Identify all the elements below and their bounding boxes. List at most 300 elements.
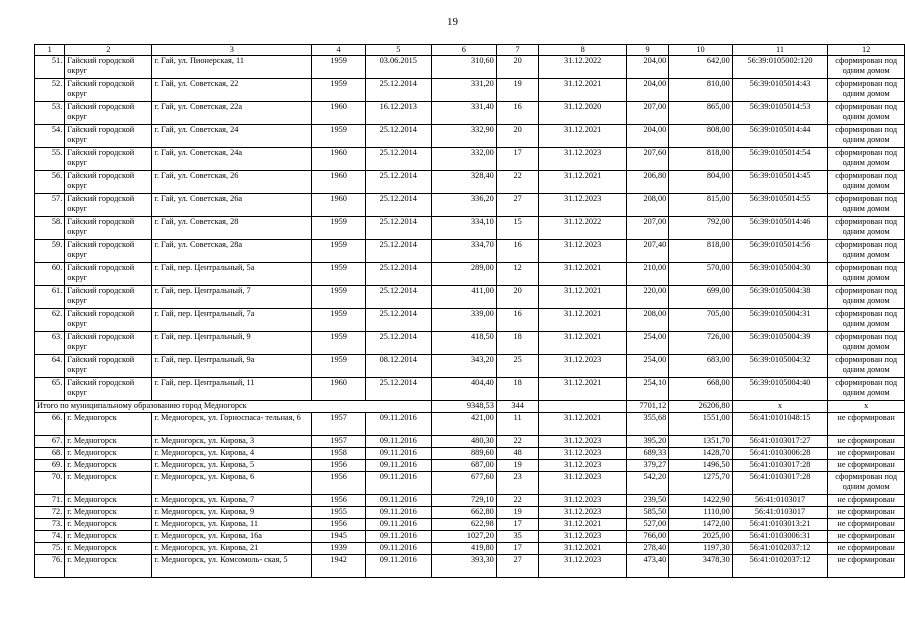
inclusion-date: 09.11.2016 xyxy=(365,495,431,507)
total-area: 339,00 xyxy=(431,309,496,332)
inclusion-date: 09.11.2016 xyxy=(365,460,431,472)
residents-count: 16 xyxy=(496,102,539,125)
inclusion-date: 25.12.2014 xyxy=(365,194,431,217)
total-area: 9348,53 xyxy=(431,401,496,413)
column-header: 9 xyxy=(626,45,668,56)
residents-count: 12 xyxy=(496,263,539,286)
value-col-9: 585,50 xyxy=(626,507,668,519)
value-col-10: 570,00 xyxy=(669,263,732,286)
land-plot-status: сформирован под одним домом xyxy=(828,355,905,378)
planned-term: 31.12.2021 xyxy=(539,378,626,401)
land-plot-status: сформирован под одним домом xyxy=(828,171,905,194)
planned-term: 31.12.2023 xyxy=(539,495,626,507)
row-number: 56. xyxy=(35,171,65,194)
build-year: 1957 xyxy=(312,413,365,436)
inclusion-date: 25.12.2014 xyxy=(365,125,431,148)
residents-count: 20 xyxy=(496,56,539,79)
municipality: г. Медногорск xyxy=(65,448,152,460)
row-number: 59. xyxy=(35,240,65,263)
municipality: г. Медногорск xyxy=(65,555,152,578)
municipality: Гайский городской округ xyxy=(65,148,152,171)
cadastral-number: 56:41:0103017 xyxy=(732,507,828,519)
residents-count: 17 xyxy=(496,543,539,555)
planned-term: 31.12.2021 xyxy=(539,309,626,332)
land-plot-status: не сформирован xyxy=(828,507,905,519)
column-header: 12 xyxy=(828,45,905,56)
planned-term: 31.12.2023 xyxy=(539,460,626,472)
cadastral-number: 56:39:0105004:32 xyxy=(732,355,828,378)
address: г. Медногорск, ул. Кирова, 4 xyxy=(152,448,312,460)
total-area: 393,30 xyxy=(431,555,496,578)
column-header: 3 xyxy=(152,45,312,56)
planned-term: 31.12.2023 xyxy=(539,436,626,448)
build-year: 1957 xyxy=(312,436,365,448)
inclusion-date: 25.12.2014 xyxy=(365,309,431,332)
value-col-10: 1472,00 xyxy=(669,519,732,531)
column-header: 6 xyxy=(431,45,496,56)
inclusion-date: 25.12.2014 xyxy=(365,286,431,309)
address: г. Медногорск, ул. Кирова, 16а xyxy=(152,531,312,543)
residents-count: 15 xyxy=(496,217,539,240)
land-plot-status: не сформирован xyxy=(828,519,905,531)
cadastral-number: 56:41:0102037:12 xyxy=(732,555,828,578)
value-col-10: 1275,70 xyxy=(669,472,732,495)
land-plot-status: сформирован под одним домом xyxy=(828,79,905,102)
build-year: 1959 xyxy=(312,79,365,102)
address: г. Медногорск, ул. Кирова, 7 xyxy=(152,495,312,507)
inclusion-date: 25.12.2014 xyxy=(365,332,431,355)
residents-count: 23 xyxy=(496,472,539,495)
land-plot-status: сформирован под одним домом xyxy=(828,263,905,286)
table-row xyxy=(35,436,905,448)
cadastral-number: 56:39:0105014:54 xyxy=(732,148,828,171)
row-number: 54. xyxy=(35,125,65,148)
cadastral-number: 56:41:0103017:27 xyxy=(732,436,828,448)
residents-count: 35 xyxy=(496,531,539,543)
residents-count: 27 xyxy=(496,555,539,578)
inclusion-date: 09.11.2016 xyxy=(365,436,431,448)
value-col-10: 1496,50 xyxy=(669,460,732,472)
cadastral-number: 56:39:0105014:56 xyxy=(732,240,828,263)
value-col-10: 2025,00 xyxy=(669,531,732,543)
residents-count: 20 xyxy=(496,125,539,148)
municipality: г. Медногорск xyxy=(65,436,152,448)
total-area: 622,98 xyxy=(431,519,496,531)
planned-term: 31.12.2021 xyxy=(539,79,626,102)
build-year: 1959 xyxy=(312,355,365,378)
address: г. Гай, пер. Центральный, 7 xyxy=(152,286,312,309)
total-area: 331,20 xyxy=(431,79,496,102)
value-col-9: 204,00 xyxy=(626,56,668,79)
municipality: Гайский городской округ xyxy=(65,79,152,102)
cadastral-number: 56:39:0105014:44 xyxy=(732,125,828,148)
value-col-9: 207,00 xyxy=(626,217,668,240)
build-year: 1945 xyxy=(312,531,365,543)
build-year: 1960 xyxy=(312,171,365,194)
land-plot-status: сформирован под одним домом xyxy=(828,240,905,263)
address: г. Гай, ул. Советская, 26 xyxy=(152,171,312,194)
value-col-9: 204,00 xyxy=(626,125,668,148)
land-plot-status: не сформирован xyxy=(828,448,905,460)
residents-count: 20 xyxy=(496,286,539,309)
value-col-10: 792,00 xyxy=(669,217,732,240)
total-area: 332,00 xyxy=(431,148,496,171)
column-number-header-row xyxy=(35,45,905,56)
cadastral-number: 56:39:0105014:45 xyxy=(732,171,828,194)
inclusion-date: 09.11.2016 xyxy=(365,507,431,519)
row-number: 75. xyxy=(35,543,65,555)
municipality: Гайский городской округ xyxy=(65,125,152,148)
table-row xyxy=(35,309,905,332)
row-number: 72. xyxy=(35,507,65,519)
cadastral-number: 56:39:0105004:31 xyxy=(732,309,828,332)
planned-term: 31.12.2023 xyxy=(539,507,626,519)
inclusion-date: 16.12.2013 xyxy=(365,102,431,125)
address: г. Медногорск, ул. Горноспаса- тельная, 6 xyxy=(152,413,312,436)
cadastral-number: 56:41:0103013:21 xyxy=(732,519,828,531)
total-area: 343,20 xyxy=(431,355,496,378)
planned-term: 31.12.2023 xyxy=(539,555,626,578)
column-header: 7 xyxy=(496,45,539,56)
row-number: 62. xyxy=(35,309,65,332)
inclusion-date: 25.12.2014 xyxy=(365,378,431,401)
residents-count: 17 xyxy=(496,148,539,171)
land-plot-status: не сформирован xyxy=(828,555,905,578)
inclusion-date: 25.12.2014 xyxy=(365,171,431,194)
residents-count: 22 xyxy=(496,171,539,194)
total-area: 404,40 xyxy=(431,378,496,401)
land-plot-status: сформирован под одним домом xyxy=(828,194,905,217)
total-area: 421,00 xyxy=(431,413,496,436)
row-number: 55. xyxy=(35,148,65,171)
planned-term: 31.12.2021 xyxy=(539,332,626,355)
value-col-9: 204,00 xyxy=(626,79,668,102)
residents-count: 18 xyxy=(496,332,539,355)
build-year: 1956 xyxy=(312,472,365,495)
inclusion-date: 09.11.2016 xyxy=(365,519,431,531)
cadastral-number: 56:41:0103006:31 xyxy=(732,531,828,543)
residents-count: 22 xyxy=(496,436,539,448)
value-col-9: 207,60 xyxy=(626,148,668,171)
total-area: 411,00 xyxy=(431,286,496,309)
total-area: 334,10 xyxy=(431,217,496,240)
address: г. Медногорск, ул. Кирова, 11 xyxy=(152,519,312,531)
inclusion-date: 25.12.2014 xyxy=(365,148,431,171)
total-value-col-9: 7701,12 xyxy=(626,401,668,413)
table-row xyxy=(35,507,905,519)
total-area: 480,30 xyxy=(431,436,496,448)
inclusion-date: 25.12.2014 xyxy=(365,240,431,263)
row-number: 57. xyxy=(35,194,65,217)
total-area: 419,80 xyxy=(431,543,496,555)
municipality: Гайский городской округ xyxy=(65,286,152,309)
value-col-10: 810,00 xyxy=(669,79,732,102)
municipality: г. Медногорск xyxy=(65,472,152,495)
planned-term: 31.12.2023 xyxy=(539,531,626,543)
table-row xyxy=(35,263,905,286)
table-row xyxy=(35,102,905,125)
build-year: 1959 xyxy=(312,125,365,148)
table-row xyxy=(35,332,905,355)
column-header: 8 xyxy=(539,45,626,56)
total-empty xyxy=(539,401,626,413)
value-col-9: 220,00 xyxy=(626,286,668,309)
cadastral-number: 56:41:0103017:28 xyxy=(732,472,828,495)
residents-count: 19 xyxy=(496,79,539,102)
municipality: Гайский городской округ xyxy=(65,217,152,240)
value-col-10: 1551,00 xyxy=(669,413,732,436)
planned-term: 31.12.2021 xyxy=(539,543,626,555)
planned-term: 31.12.2023 xyxy=(539,472,626,495)
residents-count: 17 xyxy=(496,519,539,531)
inclusion-date: 09.11.2016 xyxy=(365,543,431,555)
build-year: 1959 xyxy=(312,286,365,309)
address: г. Гай, пер. Центральный, 5а xyxy=(152,263,312,286)
row-number: 64. xyxy=(35,355,65,378)
column-header: 10 xyxy=(669,45,732,56)
build-year: 1955 xyxy=(312,507,365,519)
inclusion-date: 09.11.2016 xyxy=(365,448,431,460)
value-col-10: 808,00 xyxy=(669,125,732,148)
address: г. Медногорск, ул. Кирова, 5 xyxy=(152,460,312,472)
row-number: 69. xyxy=(35,460,65,472)
land-plot-status: не сформирован xyxy=(828,543,905,555)
address: г. Медногорск, ул. Кирова, 9 xyxy=(152,507,312,519)
residents-count: 16 xyxy=(496,309,539,332)
land-plot-status: сформирован под одним домом xyxy=(828,217,905,240)
total-area: 687,00 xyxy=(431,460,496,472)
total-area: 328,40 xyxy=(431,171,496,194)
inclusion-date: 25.12.2014 xyxy=(365,217,431,240)
land-plot-status: сформирован под одним домом xyxy=(828,378,905,401)
land-plot-status: не сформирован xyxy=(828,460,905,472)
inclusion-date: 09.11.2016 xyxy=(365,413,431,436)
municipality: Гайский городской округ xyxy=(65,263,152,286)
total-area: 289,00 xyxy=(431,263,496,286)
row-number: 67. xyxy=(35,436,65,448)
value-col-10: 1110,00 xyxy=(669,507,732,519)
address: г. Гай, пер. Центральный, 11 xyxy=(152,378,312,401)
inclusion-date: 09.11.2016 xyxy=(365,531,431,543)
planned-term: 31.12.2022 xyxy=(539,56,626,79)
build-year: 1959 xyxy=(312,240,365,263)
total-area: 336,20 xyxy=(431,194,496,217)
table-row xyxy=(35,460,905,472)
land-plot-status: сформирован под одним домом xyxy=(828,102,905,125)
cadastral-number: 56:39:0105014:46 xyxy=(732,217,828,240)
municipality: Гайский городской округ xyxy=(65,56,152,79)
value-col-10: 818,00 xyxy=(669,148,732,171)
row-number: 71. xyxy=(35,495,65,507)
municipality: Гайский городской округ xyxy=(65,194,152,217)
value-col-9: 207,00 xyxy=(626,102,668,125)
table-row xyxy=(35,217,905,240)
value-col-10: 815,00 xyxy=(669,194,732,217)
cadastral-number: 56:41:0101048:15 xyxy=(732,413,828,436)
municipality: г. Медногорск xyxy=(65,460,152,472)
row-number: 51. xyxy=(35,56,65,79)
table-row xyxy=(35,472,905,495)
build-year: 1939 xyxy=(312,543,365,555)
table-row xyxy=(35,125,905,148)
column-header: 11 xyxy=(732,45,828,56)
table-row xyxy=(35,531,905,543)
land-plot-status: сформирован под одним домом xyxy=(828,332,905,355)
land-plot-status: сформирован под одним домом xyxy=(828,125,905,148)
address: г. Гай, ул. Пионерская, 11 xyxy=(152,56,312,79)
address: г. Гай, пер. Центральный, 9 xyxy=(152,332,312,355)
inclusion-date: 09.11.2016 xyxy=(365,555,431,578)
planned-term: 31.12.2021 xyxy=(539,286,626,309)
address: г. Гай, пер. Центральный, 7а xyxy=(152,309,312,332)
municipality: Гайский городской округ xyxy=(65,102,152,125)
value-col-9: 254,00 xyxy=(626,355,668,378)
municipality: г. Медногорск xyxy=(65,507,152,519)
build-year: 1959 xyxy=(312,56,365,79)
value-col-10: 668,00 xyxy=(669,378,732,401)
municipality: г. Медногорск xyxy=(65,413,152,436)
municipality: г. Медногорск xyxy=(65,531,152,543)
value-col-9: 254,10 xyxy=(626,378,668,401)
cadastral-number: 56:39:0105014:43 xyxy=(732,79,828,102)
table-row xyxy=(35,286,905,309)
total-status: х xyxy=(828,401,905,413)
total-area: 1027,20 xyxy=(431,531,496,543)
address: г. Гай, ул. Советская, 22 xyxy=(152,79,312,102)
cadastral-number: 56:41:0103006:28 xyxy=(732,448,828,460)
land-plot-status: сформирован под одним домом xyxy=(828,286,905,309)
table-row xyxy=(35,148,905,171)
address: г. Гай, ул. Советская, 28а xyxy=(152,240,312,263)
row-number: 74. xyxy=(35,531,65,543)
value-col-9: 395,20 xyxy=(626,436,668,448)
land-plot-status: сформирован под одним домом xyxy=(828,472,905,495)
cadastral-number: 56:39:0105004:30 xyxy=(732,263,828,286)
row-number: 76. xyxy=(35,555,65,578)
value-col-9: 208,00 xyxy=(626,194,668,217)
residents-count: 19 xyxy=(496,507,539,519)
value-col-9: 278,40 xyxy=(626,543,668,555)
build-year: 1959 xyxy=(312,309,365,332)
total-cadastral: х xyxy=(732,401,828,413)
value-col-10: 1351,70 xyxy=(669,436,732,448)
column-header: 1 xyxy=(35,45,65,56)
build-year: 1942 xyxy=(312,555,365,578)
address: г. Медногорск, ул. Комсомоль- ская, 5 xyxy=(152,555,312,578)
value-col-10: 804,00 xyxy=(669,171,732,194)
value-col-10: 3478,30 xyxy=(669,555,732,578)
municipality: г. Медногорск xyxy=(65,543,152,555)
planned-term: 31.12.2023 xyxy=(539,194,626,217)
value-col-9: 527,00 xyxy=(626,519,668,531)
land-plot-status: сформирован под одним домом xyxy=(828,56,905,79)
value-col-10: 683,00 xyxy=(669,355,732,378)
inclusion-date: 09.11.2016 xyxy=(365,472,431,495)
value-col-10: 705,00 xyxy=(669,309,732,332)
land-plot-status: не сформирован xyxy=(828,413,905,436)
row-number: 73. xyxy=(35,519,65,531)
municipality: Гайский городской округ xyxy=(65,171,152,194)
build-year: 1960 xyxy=(312,378,365,401)
value-col-10: 818,00 xyxy=(669,240,732,263)
inclusion-date: 25.12.2014 xyxy=(365,263,431,286)
municipality: Гайский городской округ xyxy=(65,309,152,332)
table-row xyxy=(35,378,905,401)
total-label: Итого по муниципальному образованию город Медногорск xyxy=(35,401,432,413)
municipality: Гайский городской округ xyxy=(65,378,152,401)
municipality: Гайский городской округ xyxy=(65,240,152,263)
planned-term: 31.12.2021 xyxy=(539,519,626,531)
residents-count: 48 xyxy=(496,448,539,460)
total-area: 662,80 xyxy=(431,507,496,519)
total-area: 889,60 xyxy=(431,448,496,460)
build-year: 1960 xyxy=(312,102,365,125)
address: г. Гай, ул. Советская, 24а xyxy=(152,148,312,171)
row-number: 53. xyxy=(35,102,65,125)
residents-count: 22 xyxy=(496,495,539,507)
inclusion-date: 03.06.2015 xyxy=(365,56,431,79)
residents-count: 11 xyxy=(496,413,539,436)
address: г. Гай, ул. Советская, 28 xyxy=(152,217,312,240)
value-col-9: 355,68 xyxy=(626,413,668,436)
total-area: 310,60 xyxy=(431,56,496,79)
row-number: 60. xyxy=(35,263,65,286)
planned-term: 31.12.2023 xyxy=(539,240,626,263)
land-plot-status: сформирован под одним домом xyxy=(828,148,905,171)
build-year: 1956 xyxy=(312,495,365,507)
row-number: 61. xyxy=(35,286,65,309)
municipality: г. Медногорск xyxy=(65,495,152,507)
municipality: Гайский городской округ xyxy=(65,355,152,378)
total-area: 332,90 xyxy=(431,125,496,148)
value-col-10: 699,00 xyxy=(669,286,732,309)
municipality: г. Медногорск xyxy=(65,519,152,531)
value-col-9: 379,27 xyxy=(626,460,668,472)
total-area: 729,10 xyxy=(431,495,496,507)
total-value-col-10: 26206,80 xyxy=(669,401,732,413)
table-row xyxy=(35,555,905,578)
planned-term: 31.12.2023 xyxy=(539,148,626,171)
total-row xyxy=(35,401,905,413)
total-area: 334,70 xyxy=(431,240,496,263)
table-row xyxy=(35,355,905,378)
column-header: 4 xyxy=(312,45,365,56)
planned-term: 31.12.2021 xyxy=(539,263,626,286)
cadastral-number: 56:41:0102037:12 xyxy=(732,543,828,555)
table-row xyxy=(35,519,905,531)
row-number: 66. xyxy=(35,413,65,436)
address: г. Медногорск, ул. Кирова, 3 xyxy=(152,436,312,448)
inclusion-date: 25.12.2014 xyxy=(365,79,431,102)
total-residents: 344 xyxy=(496,401,539,413)
row-number: 65. xyxy=(35,378,65,401)
planned-term: 31.12.2022 xyxy=(539,217,626,240)
residents-count: 27 xyxy=(496,194,539,217)
address: г. Гай, ул. Советская, 24 xyxy=(152,125,312,148)
page-number: 19 xyxy=(447,16,458,28)
table-row xyxy=(35,171,905,194)
table-row xyxy=(35,495,905,507)
cadastral-number: 56:39:0105014:53 xyxy=(732,102,828,125)
value-col-9: 766,00 xyxy=(626,531,668,543)
address: г. Гай, ул. Советская, 26а xyxy=(152,194,312,217)
build-year: 1958 xyxy=(312,448,365,460)
value-col-10: 642,00 xyxy=(669,56,732,79)
value-col-9: 239,50 xyxy=(626,495,668,507)
planned-term: 31.12.2021 xyxy=(539,125,626,148)
residents-count: 16 xyxy=(496,240,539,263)
planned-term: 31.12.2021 xyxy=(539,413,626,436)
